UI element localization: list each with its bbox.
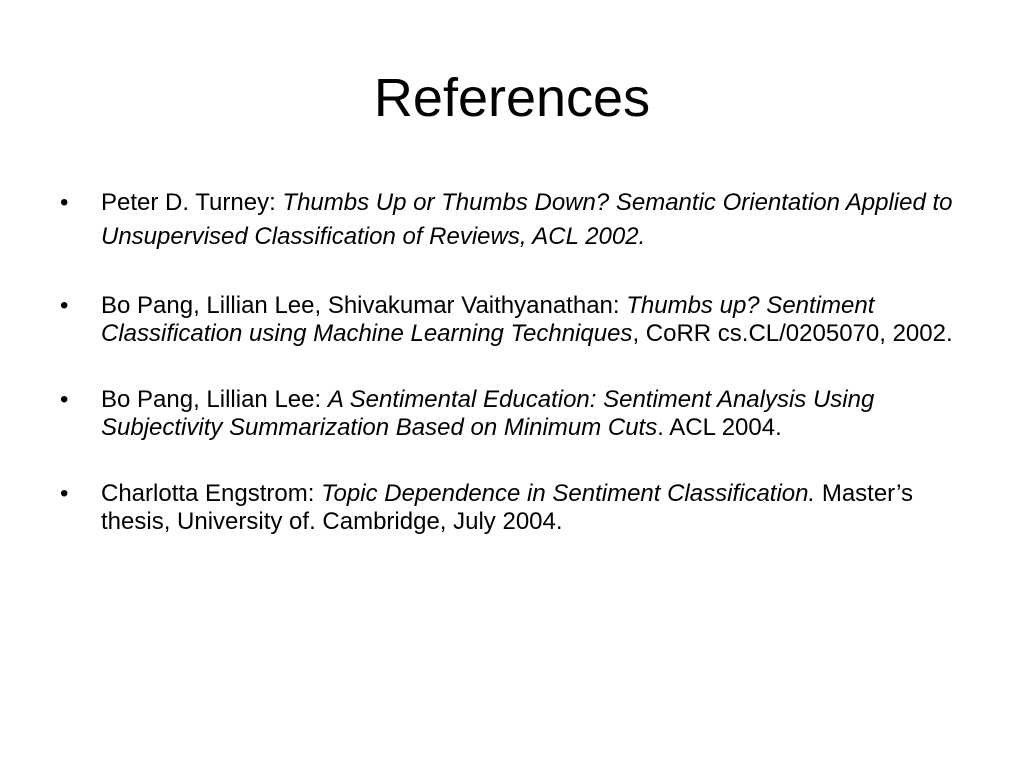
reference-authors: Bo Pang, Lillian Lee: <box>101 386 328 413</box>
reference-title: Topic Dependence in Sentiment Classification. <box>321 480 816 507</box>
reference-item <box>60 386 980 442</box>
reference-item <box>60 480 980 536</box>
slide-title: References <box>373 68 651 128</box>
reference-item <box>60 186 980 254</box>
reference-text <box>101 186 980 254</box>
reference-text <box>101 292 980 348</box>
reference-authors: Bo Pang, Lillian Lee, Shivakumar Vaithyanathan: <box>101 292 627 319</box>
bullet-icon: • <box>60 386 69 413</box>
reference-title: A Sentimental Education: Sentiment Analysis Using Subjectivity Summarization Based on Minimum Cuts <box>101 386 875 441</box>
reference-title: Thumbs up? Sentiment Classification using Machine Learning Techniques <box>101 292 875 347</box>
bullet-icon: • <box>60 292 69 319</box>
reference-text <box>101 480 980 536</box>
reference-title: Thumbs Up or Thumbs Down? Semantic Orientation Applied to Unsupervised Classification of Reviews, ACL 2002. <box>101 189 953 250</box>
reference-text <box>101 386 980 442</box>
reference-venue: Master’s thesis, University of. Cambridge, July 2004. <box>101 480 913 535</box>
bullet-icon: • <box>60 189 69 216</box>
reference-authors: Charlotta Engstrom: <box>101 480 322 507</box>
bullet-icon: • <box>60 480 69 507</box>
reference-venue: . ACL 2004. <box>657 414 782 441</box>
reference-item <box>60 292 980 348</box>
reference-list <box>60 186 980 536</box>
reference-venue: , CoRR cs.CL/0205070, 2002. <box>632 320 953 347</box>
reference-authors: Peter D. Turney: <box>101 189 283 216</box>
